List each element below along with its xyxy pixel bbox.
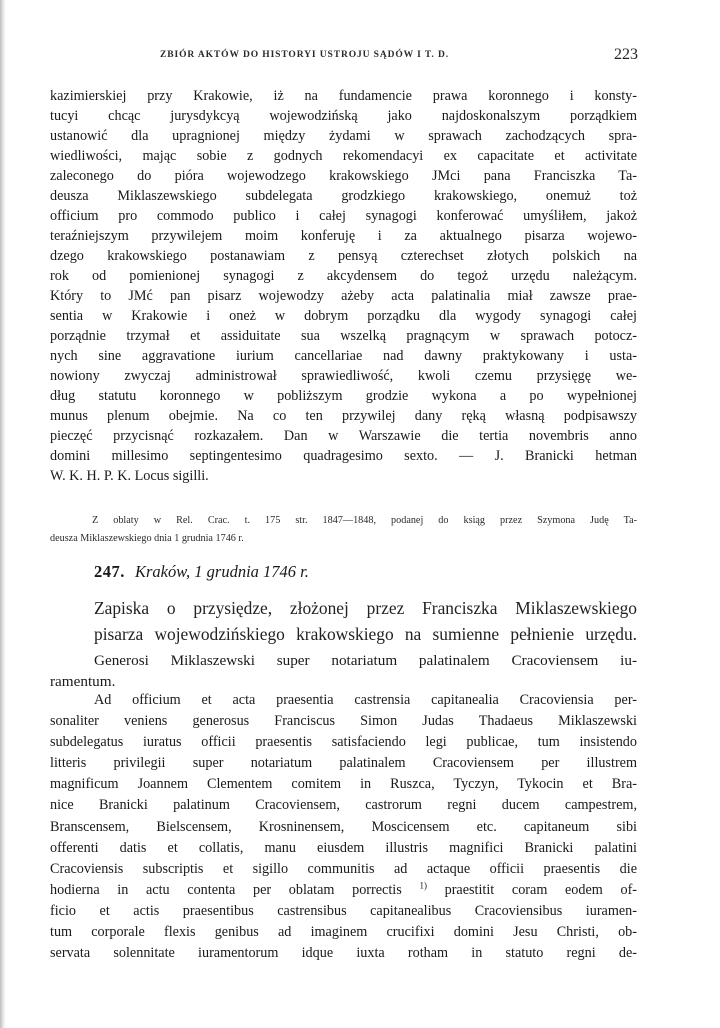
body-line: tum corporale flexis genibus ad imaginem crucifixi domini Jesu Christi, ob-: [50, 924, 637, 941]
body-line: litteris privilegii super notariatum palatinalem Cracoviensem per illustrem: [50, 755, 637, 772]
text-line: kazimierskiej przy Krakowie, iż na fundamencie prawa koronnego i konsty-: [50, 88, 637, 104]
page-number: 223: [614, 46, 638, 63]
body-line-with-footnote: [50, 880, 637, 901]
body-line: subdelegatus iuratus officii praesentis satisfaciendo legi publicae, tum insistendo: [50, 734, 637, 751]
body-line: nice Branicki palatinum Cracoviensem, castrorum regni ducem campestrem,: [50, 797, 637, 814]
body-line: magnificum Joannem Clementem comitem in Ruszca, Tyczyn, Tykocin et Bra-: [50, 776, 637, 793]
text-line: Który to JMć pan pisarz wojewodzy ażeby acta palatinalia miał zawsze prae-: [50, 288, 637, 304]
document-place-date: Kraków, 1 grudnia 1746 r.: [135, 562, 309, 581]
body-line: ficio et actis praesentibus castrensibus capitanealibus Cracoviensibus iuramen-: [50, 902, 637, 919]
text-line: dzego krakowskiego postanawiam z pensyą czterechset złotych polskich na: [50, 248, 637, 264]
text-line: nych sine aggravatione iurium cancellariae nad dawny praktykowany i usta-: [50, 348, 637, 364]
rubric-line: Generosi Miklaszewski super notariatum palatinalem Cracoviensem iu-: [94, 652, 637, 669]
text-line: nowiony zwyczaj administrował sprawiedliwość, kwoli czemu przysięgę we-: [50, 368, 637, 384]
running-head: ZBIÓR AKTÓW DO HISTORYI USTROJU SĄDÓW I T. D.: [160, 50, 449, 60]
text-line: zaleconego do pióra wojewodzego krakowskiego JMci pana Franciszka Ta-: [50, 168, 637, 184]
text-line: rok od pomienionej synagogi z akcydensem do tegoż urzędu należącym.: [50, 268, 637, 284]
text-line: deusza Miklaszewskiego subdelegata grodzkiego krakowskiego, onemuż toż: [50, 188, 637, 204]
source-footnote: [50, 512, 637, 548]
title-line: pisarza wojewodzińskiego krakowskiego na sumienne pełnienie urzędu.: [94, 624, 637, 644]
text-line: domini millesimo septingentesimo quadragesimo sexto. — J. Branicki hetman: [50, 448, 637, 464]
text-line: W. K. H. P. K. Locus sigilli.: [50, 468, 209, 484]
document-title: [94, 595, 637, 647]
scan-edge: [0, 0, 6, 1028]
text-line: pieczęć przycisnąć rozkazałem. Dan w Warszawie die tertia novembris anno: [50, 428, 637, 444]
footnote-line: deusza Miklaszewskiego dnia 1 grudnia 1746 r.: [50, 533, 244, 544]
document-number: 247.: [94, 562, 125, 581]
body-line: offerenti datis et collatis, manu eiusdem illustris magnifici Branicki palatini: [50, 839, 637, 856]
body-line: Branscensem, Bielscensem, Krosninensem, Moscicensem etc. capitaneum sibi: [50, 818, 637, 835]
text-line: dług statutu koronnego w pobliższym grodzie wykona a po wypełnionej: [50, 388, 637, 404]
body-line: sonaliter veniens generosus Franciscus Simon Judas Thadaeus Miklaszewski: [50, 713, 637, 730]
text-line: wiedliwości, mając sobie z godnych rekomendacyi ex capacitate et activitate: [50, 148, 637, 164]
body-line: servata solennitate iuramentorum idque iuxta rotham in statuto regni de-: [50, 945, 637, 962]
document-rubric: [50, 650, 637, 692]
text-line: teraźniejszym przywilejem moim konferuję i za aktualnego pisarza wojewo-: [50, 228, 637, 244]
body-line-start: hodierna in actu contenta per oblatam porrectis: [50, 881, 402, 898]
main-text: [50, 86, 637, 486]
document-heading: [94, 562, 309, 582]
body-line: Ad officium et acta praesentia castrensia capitanealia Cracoviensia per-: [94, 692, 637, 708]
text-line: tucyi chcąc jurysdykcyą wojewodzińską jako najdoskonalszym porządkiem: [50, 108, 637, 124]
footnote-reference: 1): [419, 880, 427, 891]
body-line: Cracoviensis subscriptis et sigillo communitis ad actaque officii praesentis die: [50, 860, 637, 877]
footnote-line: Z oblaty w Rel. Crac. t. 175 str. 1847—1848, podanej do ksiąg przez Szymona Judę Ta-: [92, 515, 637, 526]
text-line: munus plenum obejmie. Na co ten przywilej dany ręką własną podpisawszy: [50, 408, 637, 424]
text-line: officium pro commodo publico i całej synagogi konferować umyśliłem, jakoż: [50, 208, 637, 224]
document-body: [50, 690, 637, 964]
body-line-end: praestitit coram eodem of-: [444, 881, 638, 898]
title-line: Zapiska o przysiędze, złożonej przez Franciszka Miklaszewskiego: [94, 598, 637, 618]
text-line: ustanowić dla upragnionej między żydami w sprawach zachodzących spra-: [50, 128, 637, 144]
text-line: sentia w Krakowie i oneż w dobrym porządku dla wygody synagogi całej: [50, 308, 637, 324]
rubric-line: ramentum.: [50, 673, 116, 690]
text-line: porządnie trzymał et assiduitate sua wszelką pragnącym w sprawach potocz-: [50, 328, 637, 344]
